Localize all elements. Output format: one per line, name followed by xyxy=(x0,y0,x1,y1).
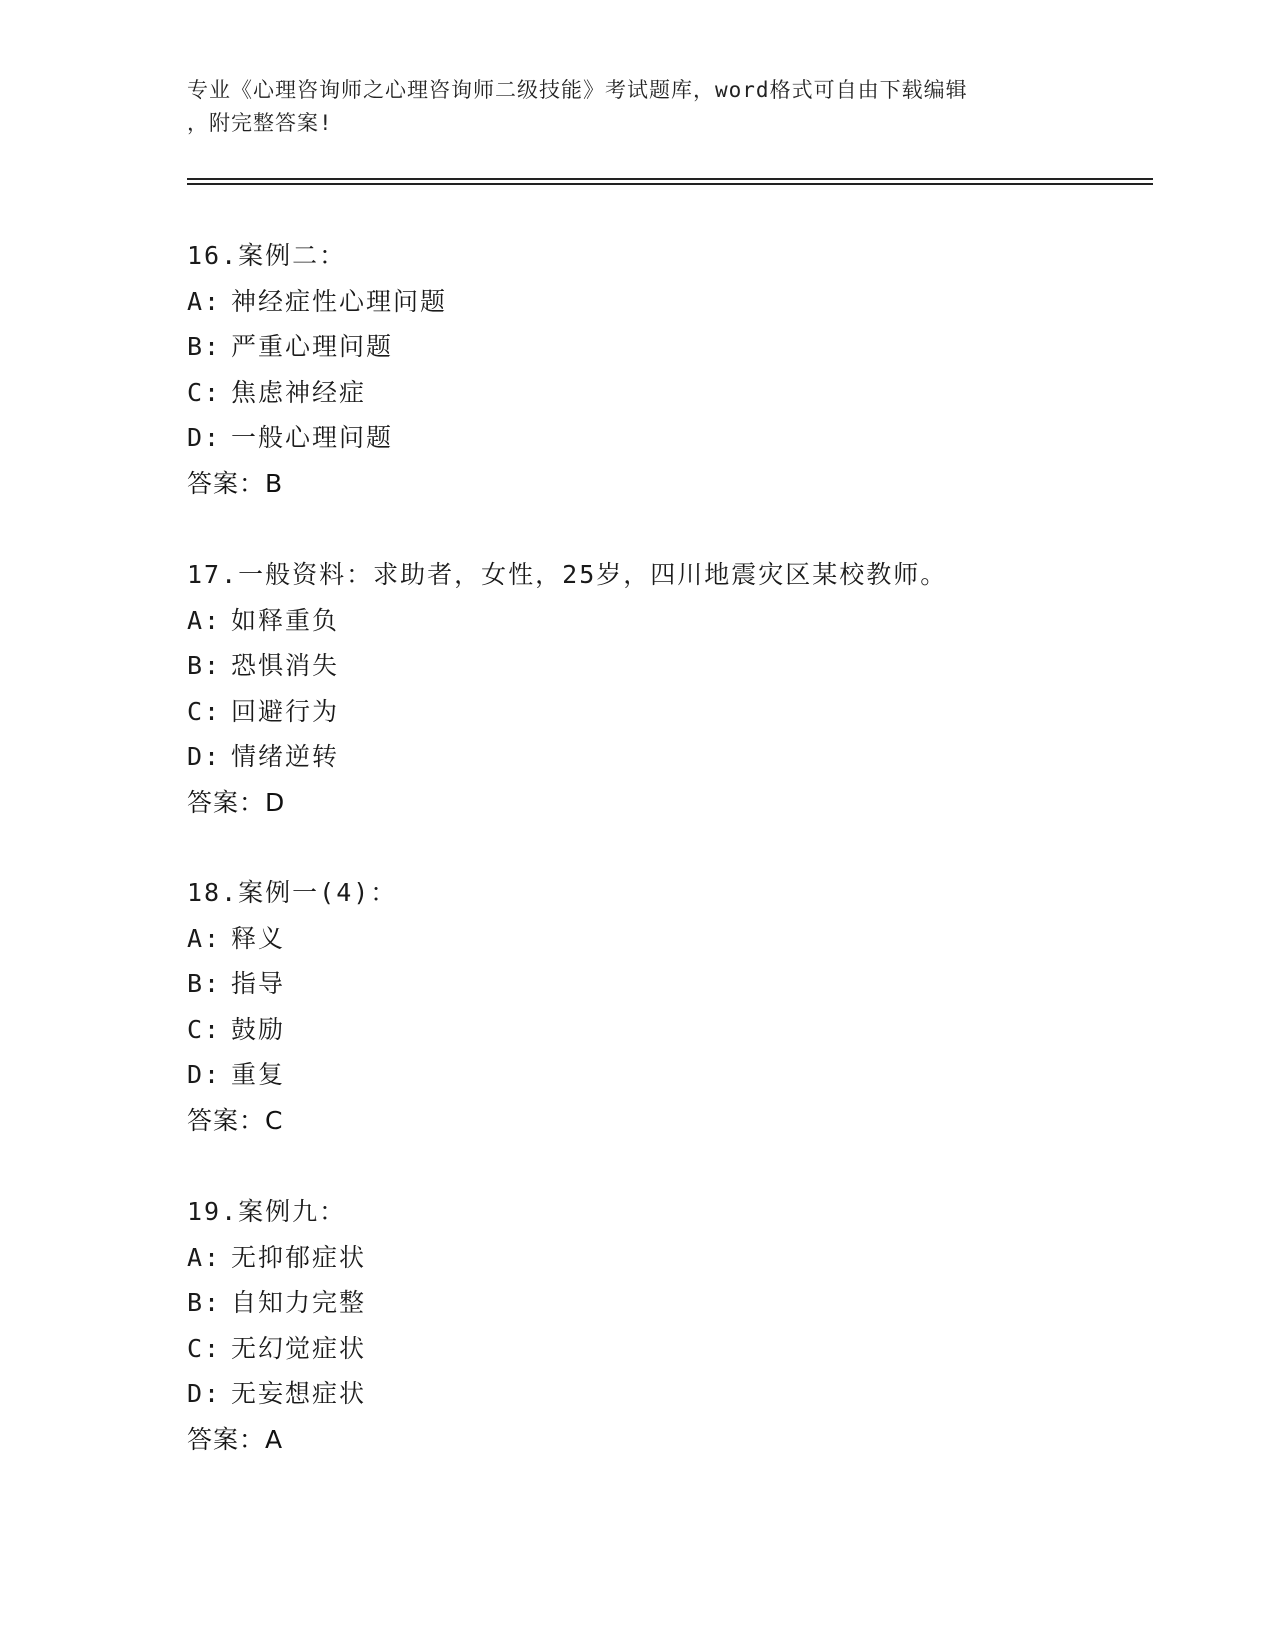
option-b xyxy=(187,643,1147,689)
question-18 xyxy=(187,870,1147,1143)
option-letter: D: xyxy=(187,423,222,452)
option-text: 如释重负 xyxy=(231,605,340,635)
option-text: 指导 xyxy=(231,969,286,998)
option-d xyxy=(187,1371,1147,1417)
option-letter: A: xyxy=(187,605,222,635)
option-b xyxy=(187,324,1147,370)
option-c xyxy=(187,689,1147,735)
option-text: 无幻觉症状 xyxy=(231,1333,367,1363)
option-letter: B: xyxy=(187,332,222,361)
question-title xyxy=(187,233,1147,279)
option-letter: D: xyxy=(187,742,222,771)
answer-label: 答案： xyxy=(187,787,266,817)
answer-label: 答案： xyxy=(187,1424,266,1454)
question-16 xyxy=(187,233,1147,506)
option-text: 神经症性心理问题 xyxy=(231,286,448,316)
option-d xyxy=(187,415,1147,461)
answer-line xyxy=(187,1417,1147,1463)
question-17 xyxy=(187,552,1147,825)
answer-value: A xyxy=(265,1424,284,1454)
option-a xyxy=(187,916,1147,962)
answer-value: C xyxy=(265,1105,284,1135)
option-text: 一般心理问题 xyxy=(231,423,394,452)
question-number: 19. xyxy=(187,1197,239,1226)
question-stem: 案例九： xyxy=(238,1197,347,1226)
option-letter: C: xyxy=(187,1014,222,1044)
header-line-1: 专业《心理咨询师之心理咨询师二级技能》考试题库，word格式可自由下载编辑 xyxy=(187,78,968,102)
option-text: 情绪逆转 xyxy=(231,742,340,771)
question-stem: 案例一(4)： xyxy=(238,878,398,907)
question-number: 16. xyxy=(187,241,239,270)
question-number: 18. xyxy=(187,878,239,907)
option-text: 无抑郁症状 xyxy=(231,1242,367,1272)
option-letter: B: xyxy=(187,1288,222,1317)
option-text: 无妄想症状 xyxy=(231,1379,367,1408)
document-header xyxy=(187,74,1087,140)
header-divider-top xyxy=(187,178,1153,180)
option-text: 释义 xyxy=(231,923,286,953)
option-letter: D: xyxy=(187,1379,222,1408)
option-text: 焦虑神经症 xyxy=(231,377,367,407)
question-19 xyxy=(187,1189,1147,1462)
option-letter: C: xyxy=(187,377,222,407)
option-letter: A: xyxy=(187,286,222,316)
answer-line xyxy=(187,1098,1147,1144)
option-c xyxy=(187,1007,1147,1053)
option-d xyxy=(187,1052,1147,1098)
option-a xyxy=(187,1235,1147,1281)
option-text: 自知力完整 xyxy=(231,1288,367,1317)
option-letter: B: xyxy=(187,969,222,998)
answer-label: 答案： xyxy=(187,1105,266,1135)
question-stem: 案例二： xyxy=(238,241,347,270)
option-c xyxy=(187,370,1147,416)
question-title xyxy=(187,870,1147,916)
option-b xyxy=(187,1280,1147,1326)
answer-value: B xyxy=(265,468,284,498)
header-divider-bottom xyxy=(187,183,1153,185)
answer-line xyxy=(187,461,1147,507)
option-letter: A: xyxy=(187,923,222,953)
option-b xyxy=(187,961,1147,1007)
option-text: 重复 xyxy=(231,1060,286,1089)
question-title xyxy=(187,552,1147,598)
option-letter: A: xyxy=(187,1242,222,1272)
option-letter: D: xyxy=(187,1060,222,1089)
option-text: 严重心理问题 xyxy=(231,332,394,361)
option-a xyxy=(187,598,1147,644)
option-letter: C: xyxy=(187,1333,222,1363)
question-stem: 一般资料：求助者，女性，25岁，四川地震灾区某校教师。 xyxy=(238,560,948,589)
option-letter: C: xyxy=(187,696,222,726)
question-title xyxy=(187,1189,1147,1235)
question-number: 17. xyxy=(187,560,239,589)
header-line-2: ，附完整答案! xyxy=(187,111,333,135)
option-letter: B: xyxy=(187,651,222,680)
answer-label: 答案： xyxy=(187,468,266,498)
answer-value: D xyxy=(265,787,286,817)
option-text: 回避行为 xyxy=(231,696,340,726)
option-text: 鼓励 xyxy=(231,1014,286,1044)
option-d xyxy=(187,734,1147,780)
option-c xyxy=(187,1326,1147,1372)
answer-line xyxy=(187,780,1147,826)
option-a xyxy=(187,279,1147,325)
option-text: 恐惧消失 xyxy=(231,651,340,680)
